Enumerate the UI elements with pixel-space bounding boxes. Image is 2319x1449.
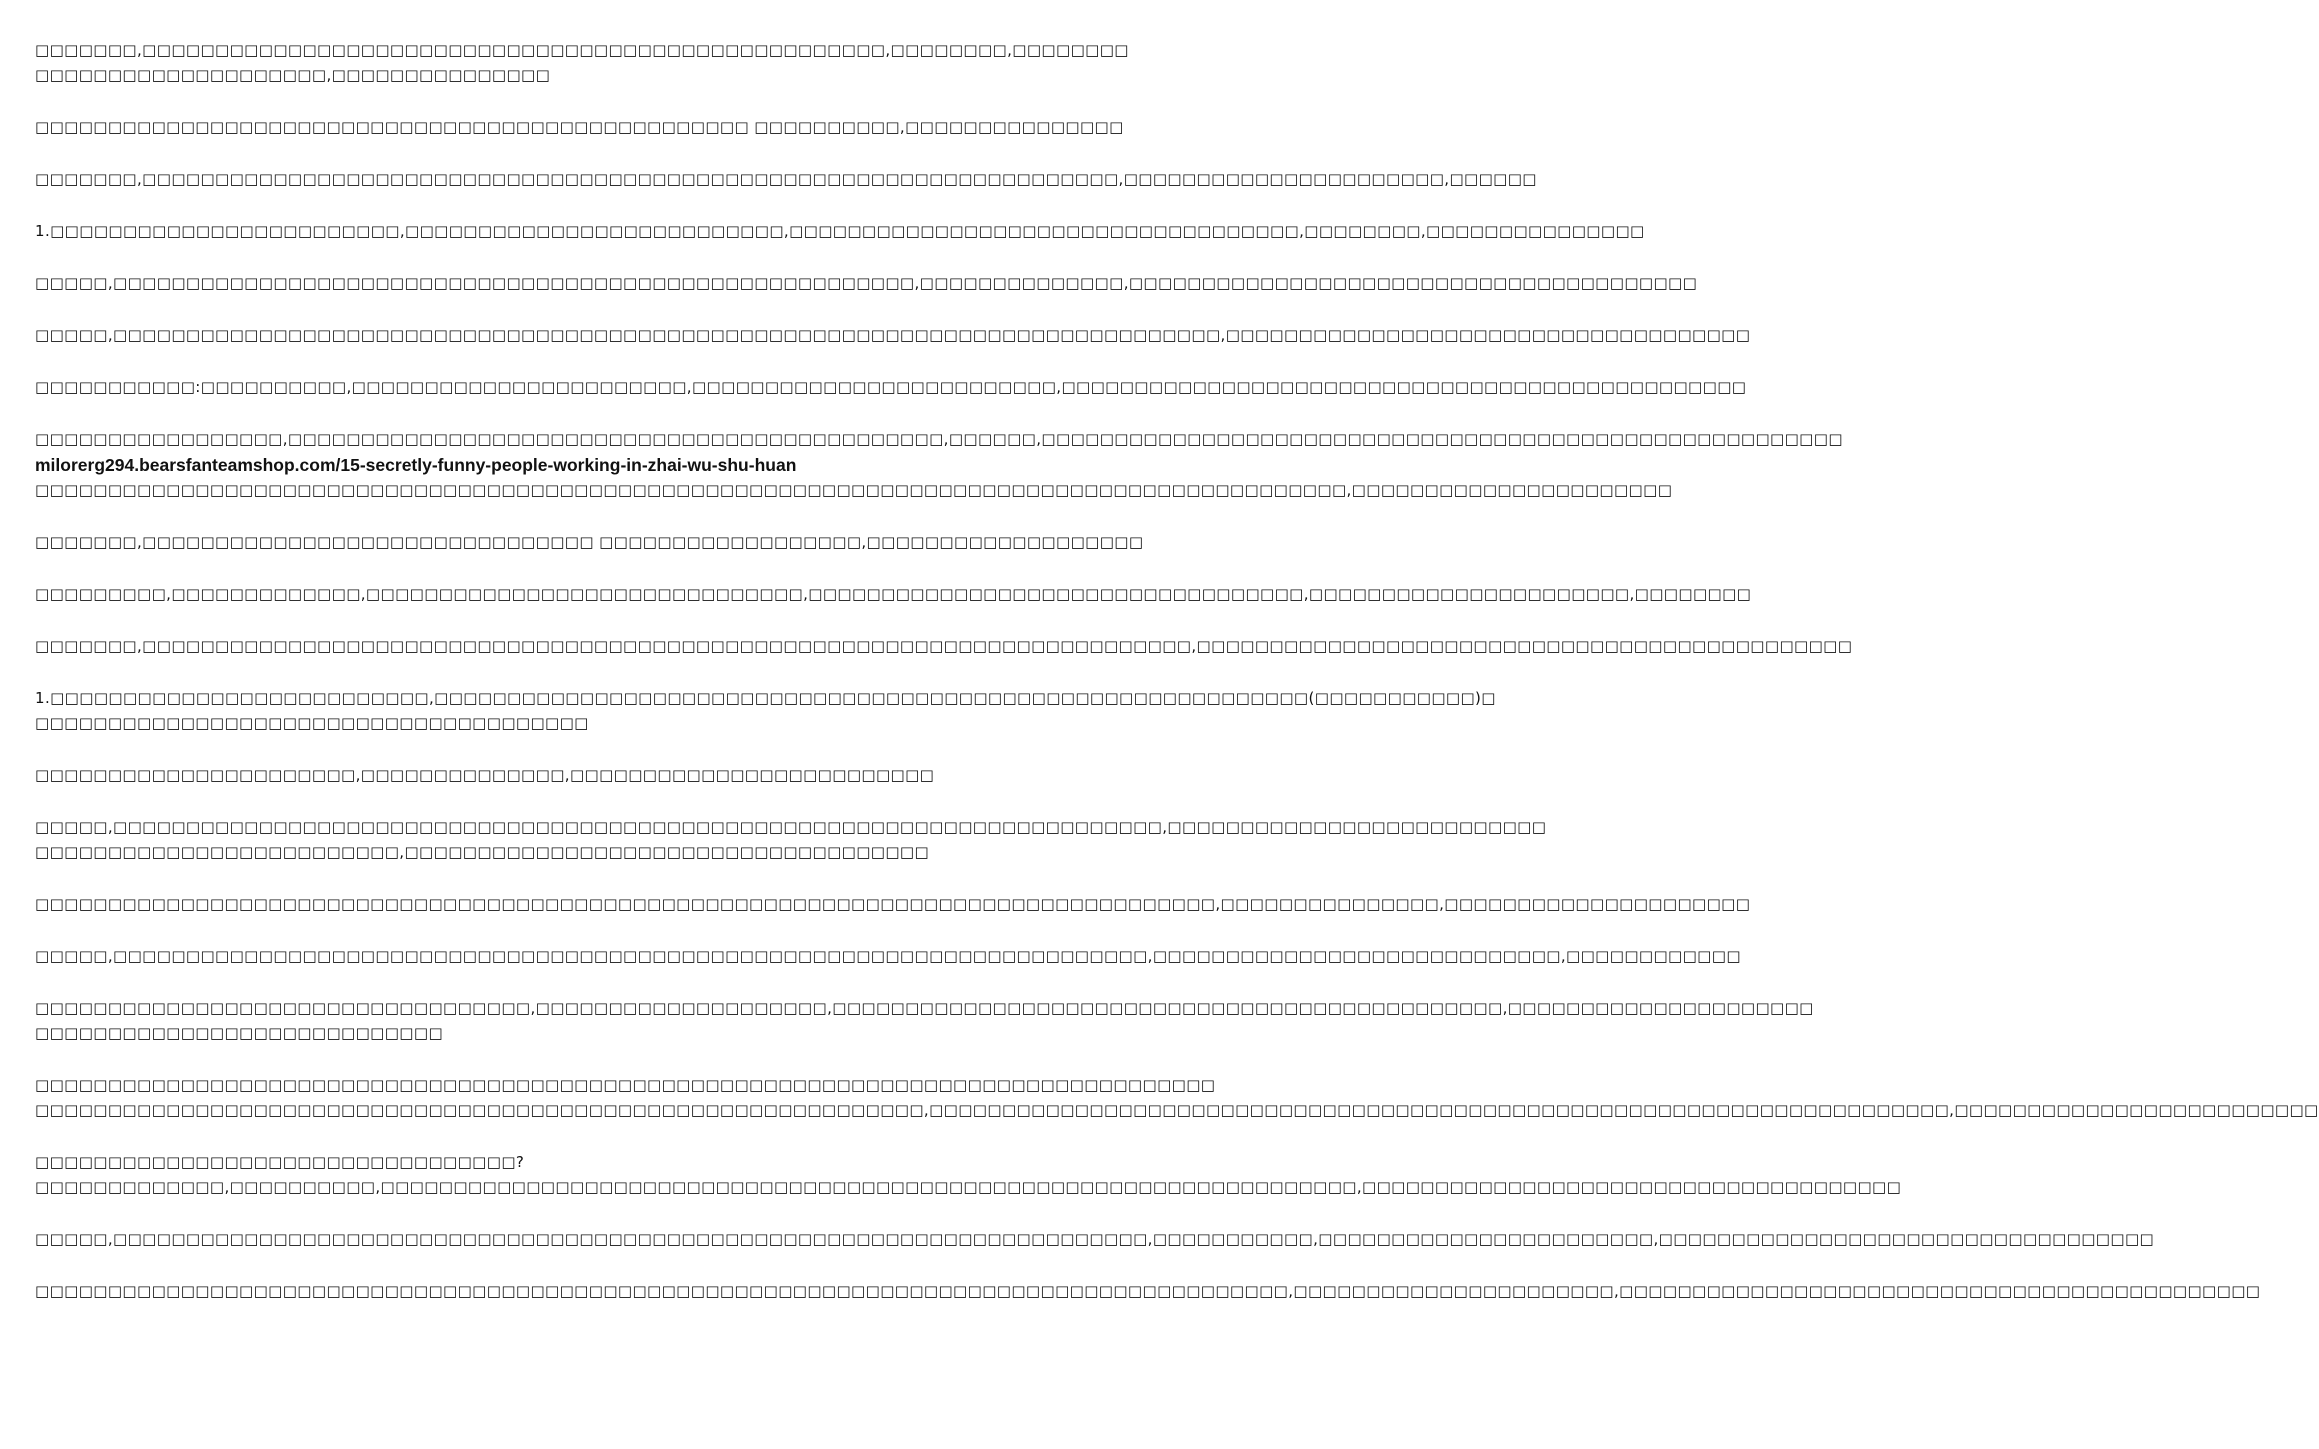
paragraph [35, 38, 1129, 88]
text-line: 1.□□□□□□□□□□□□□□□□□□□□□□□□,□□□□□□□□□□□□□□□□□□□□□□□□□□,□□□□□□□□□□□□□□□□□□□□□□□□□□□□□□□□□□□,□□□□□□□□,□□□□□□□□□□□□□□□ [35, 222, 1645, 240]
text-line: □□□□□,□□□□□□□□□□□□□□□□□□□□□□□□□□□□□□□□□□□□□□□□□□□□□□□□□□□□□□□□□□□□□□□□□□□□□□□□□□□□,□□□□□□□□□□□□□□□□□□□□□□□□□□□□□□□□□□□□ [35, 326, 1751, 344]
text-line: □□□□□□□□□□□□□□□□□□□□□□□□□□□□□□□□□? [35, 1153, 525, 1171]
paragraph [35, 634, 1853, 659]
paragraph [35, 996, 1814, 1046]
paragraph [35, 323, 1751, 348]
text-line: □□□□□,□□□□□□□□□□□□□□□□□□□□□□□□□□□□□□□□□□□□□□□□□□□□□□□□□□□□□□□□□□□□□□□□□□□□□□□,□□□□□□□□□□□□□□□□□□□□□□□□□□□□,□□□□□□□□□□□□ [35, 947, 1741, 965]
text-line: □□□□□□□□□□□□□,□□□□□□□□□□,□□□□□□□□□□□□□□□□□□□□□□□□□□□□□□□□□□□□□□□□□□□□□□□□□□□□□□□□□□□□□□□□□□□,□□□□□□□□□□□□□□□□□□□□□□□□□□□□□□□□□□□□□ [35, 1178, 1902, 1196]
text-line: □□□□□,□□□□□□□□□□□□□□□□□□□□□□□□□□□□□□□□□□□□□□□□□□□□□□□□□□□□□□□,□□□□□□□□□□□□□□,□□□□□□□□□□□□□□□□□□□□□□□□□□□□□□□□□□□□□□□ [35, 274, 1698, 292]
paragraph [35, 375, 1747, 400]
text-line: □□□□□□□□□□□:□□□□□□□□□□,□□□□□□□□□□□□□□□□□□□□□□□,□□□□□□□□□□□□□□□□□□□□□□□□□,□□□□□□□□□□□□□□□□□□□□□□□□□□□□□□□□□□□□□□□□□□□□□□□ [35, 378, 1747, 396]
text-line: □□□□□□□,□□□□□□□□□□□□□□□□□□□□□□□□□□□□□□□□□□□□□□□□□□□□□□□□□□□□□□□□□□□□□□□□□□□,□□□□□□□□□□□□□□□□□□□□□□,□□□□□□ [35, 170, 1537, 188]
paragraph [35, 530, 1144, 555]
paragraph [35, 763, 990, 788]
text-line: □□□□□,□□□□□□□□□□□□□□□□□□□□□□□□□□□□□□□□□□□□□□□□□□□□□□□□□□□□□□□□□□□□□□□□□□□□□□□□,□□□□□□□□□□□□□□□□□□□□□□□□□□ [35, 818, 1547, 836]
text-line: □□□□□□□,□□□□□□□□□□□□□□□□□□□□□□□□□□□□□□□ □□□□□□□□□□□□□□□□□□,□□□□□□□□□□□□□□□□□□□ [35, 533, 1144, 551]
text-line: □□□□□□□□□□□□□□□□□□□□□□,□□□□□□□□□□□□□□,□□□□□□□□□□□□□□□□□□□□□□□□□ [35, 766, 935, 784]
paragraph [35, 1150, 1902, 1200]
paragraph [35, 115, 1124, 140]
paragraph [35, 427, 1843, 503]
paragraph [35, 1227, 2155, 1252]
paragraph [35, 686, 1496, 736]
paragraph [35, 815, 1547, 865]
text-line: □□□□□□□□□□□□□□□□□□□□□□□□□,□□□□□□□□□□□□□□□□□□□□□□□□□□□□□□□□□□□□ [35, 843, 930, 861]
text-line: 1.□□□□□□□□□□□□□□□□□□□□□□□□□□,□□□□□□□□□□□□□□□□□□□□□□□□□□□□□□□□□□□□□□□□□□□□□□□□□□□□□□□□□□□□(□□□□□□□□□□□)□ [35, 689, 1496, 707]
paragraph [35, 167, 1537, 192]
text-line: □□□□□□□□□□□□□□□□□□□□□□□□□□□□□□□□□□□□□□□□□□□□□□□□□□□□□□□□□□□□□□□□□□□□□□□□□□□□□□□□□□□□□□□□□□,□□□□□□□□□□□□□□□□□□□□□□ [35, 481, 1673, 499]
text-line: □□□□□,□□□□□□□□□□□□□□□□□□□□□□□□□□□□□□□□□□□□□□□□□□□□□□□□□□□□□□□□□□□□□□□□□□□□□□□,□□□□□□□□□□□,□□□□□□□□□□□□□□□□□□□□□□□,□□□□□□□□□□□□□□□□□□□□□□□□□□□□□□□□□□ [35, 1230, 2155, 1248]
text-line: □□□□□□□□□□□□□□□□□□□□□□□□□□□□□□□□□□□□□□□□□□□□□□□□□□□□□□□□□□□□□□□□□□□□□□□□□□□□□□□□□□□□□□,□□□□□□□□□□□□□□□□□□□□□□,□□□□□□□□□□□□□□□□□□□□□□□□□□□□□□□□□□□□□□□□□□□□ [35, 1282, 2261, 1300]
text-line: □□□□□□□□□,□□□□□□□□□□□□□,□□□□□□□□□□□□□□□□□□□□□□□□□□□□□□,□□□□□□□□□□□□□□□□□□□□□□□□□□□□□□□□□□,□□□□□□□□□□□□□□□□□□□□□□,□□□□□□□□ [35, 585, 1752, 603]
document-body [35, 38, 2319, 1331]
text-line: □□□□□□□□□□□□□□□□□□□□□□□□□□□□□□□□□□□□□□□□□□□□□□□□□□□□□□□□□□□□□,□□□□□□□□□□□□□□□□□□□□□□□□□□□□□□□□□□□□□□□□□□□□□□□□□□□□□□□□□□□□□□□□□□□□□□,□□□□□□□□□□□□□□□□□□□□□□□□□ [35, 1101, 2319, 1119]
text-line: □□□□□□□□□□□□□□□□□□□□□□□□□□□□□□□□□□□□□□ [35, 714, 589, 732]
paragraph [35, 582, 1752, 607]
paragraph [35, 271, 1698, 296]
bold-link-text[interactable]: milorerg294.bearsfanteamshop.com/15-secretly-funny-people-working-in-zhai-wu-shu-huan [35, 455, 797, 475]
text-line: □□□□□□□□□□□□□□□□□,□□□□□□□□□□□□□□□□□□□□□□□□□□□□□□□□□□□□□□□□□□□□□,□□□□□□,□□□□□□□□□□□□□□□□□□□□□□□□□□□□□□□□□□□□□□□□□□□□□□□□□□□□□□□ [35, 430, 1843, 448]
text-line: □□□□□□□□□□□□□□□□□□□□□□□□□□□□□□□□□□□□□□□□□□□□□□□□□□□□□□□□□□□□□□□□□□□□□□□□□□□□□□□□□,□□□□□□□□□□□□□□□,□□□□□□□□□□□□□□□□□□□□□ [35, 895, 1751, 913]
paragraph [35, 1279, 2261, 1304]
text-line: □□□□□□□□□□□□□□□□□□□□,□□□□□□□□□□□□□□□ [35, 66, 551, 84]
text-line: □□□□□□□,□□□□□□□□□□□□□□□□□□□□□□□□□□□□□□□□□□□□□□□□□□□□□□□□□□□□□□□□□□□□□□□□□□□□□□□□,□□□□□□□□□□□□□□□□□□□□□□□□□□□□□□□□□□□□□□□□□□□□□ [35, 637, 1853, 655]
text-line: □□□□□□□□□□□□□□□□□□□□□□□□□□□□□□□□□□□□□□□□□□□□□□□□□□□□□□□□□□□□□□□□□□□□□□□□□□□□□□□□□ [35, 1076, 1216, 1094]
paragraph [35, 1073, 2319, 1123]
text-line: □□□□□□□,□□□□□□□□□□□□□□□□□□□□□□□□□□□□□□□□□□□□□□□□□□□□□□□□□□□,□□□□□□□□,□□□□□□□□ [35, 41, 1129, 59]
paragraph [35, 219, 1645, 244]
text-line: □□□□□□□□□□□□□□□□□□□□□□□□□□□□□□□□□□□□□□□□□□□□□□□□□ □□□□□□□□□□,□□□□□□□□□□□□□□□ [35, 118, 1124, 136]
text-line: □□□□□□□□□□□□□□□□□□□□□□□□□□□□□□□□□□,□□□□□□□□□□□□□□□□□□□□,□□□□□□□□□□□□□□□□□□□□□□□□□□□□□□□□□□□□□□□□□□□□□□,□□□□□□□□□□□□□□□□□□□□□ [35, 999, 1814, 1017]
paragraph [35, 944, 1741, 969]
text-line: □□□□□□□□□□□□□□□□□□□□□□□□□□□□ [35, 1024, 444, 1042]
paragraph [35, 892, 1751, 917]
